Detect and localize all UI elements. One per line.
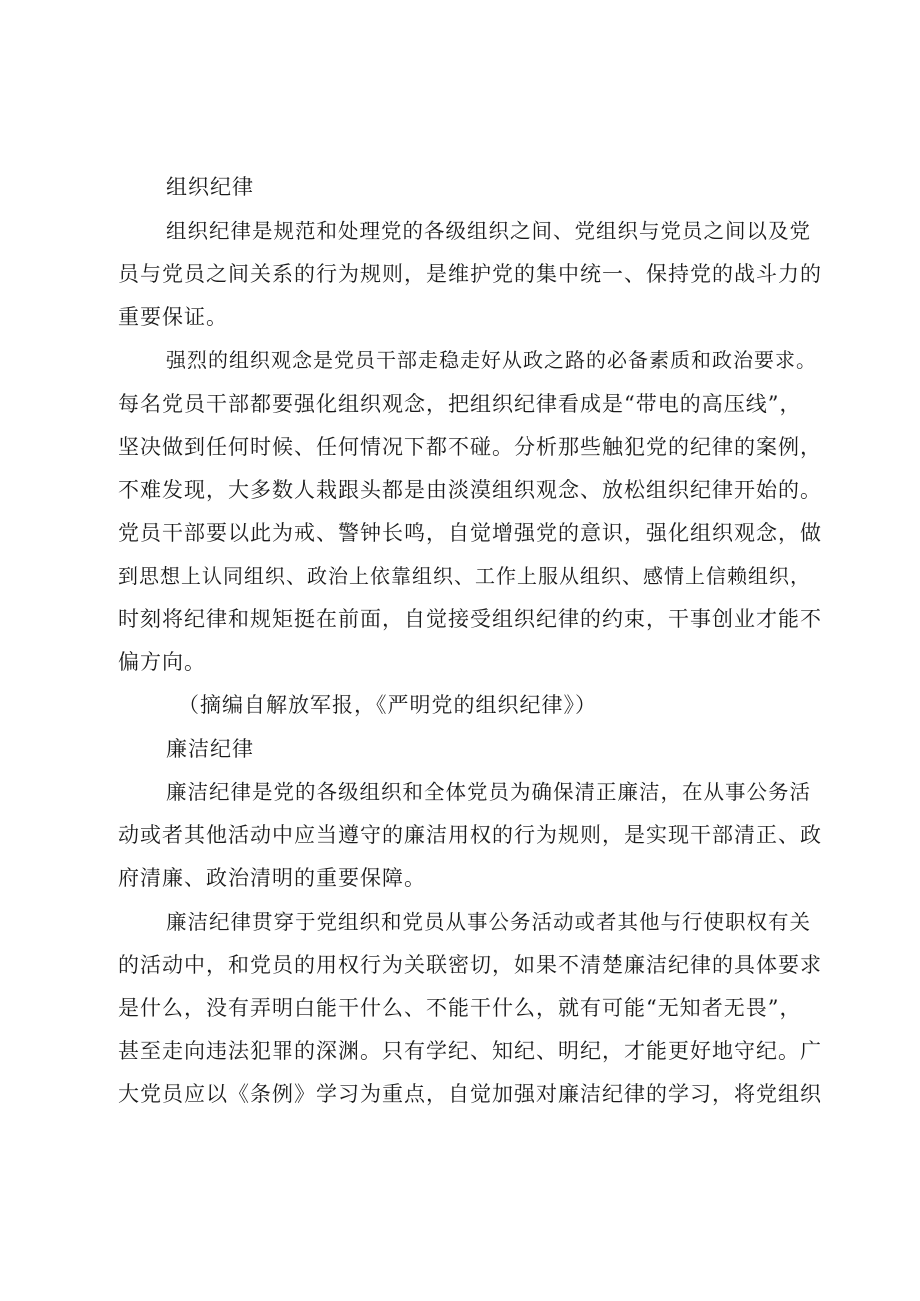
paragraph-line: 廉洁纪律是党的各级组织和全体党员为确保清正廉洁，在从事公务活 [166,780,811,804]
paragraph-line: 是什么，没有弄明白能干什么、不能干什么，就有可能“无知者无畏”， [118,996,802,1020]
paragraph-line: 组织纪律是规范和处理党的各级组织之间、党组织与党员之间以及党 [166,219,811,243]
paragraph-line: 时刻将纪律和规矩挺在前面，自觉接受组织纪律的约束，干事创业才能不 [118,607,822,631]
paragraph-line: 到思想上认同组织、政治上依靠组织、工作上服从组织、感情上信赖组织， [118,564,811,588]
paragraph-line: 党员干部要以此为戒、警钟长鸣，自觉增强党的意识，强化组织观念，做 [118,521,822,545]
paragraph-line: 偏方向。 [118,650,206,674]
paragraph-line: 坚决做到任何时候、任何情况下都不碰。分析那些触犯党的纪律的案例， [118,435,822,459]
paragraph-line: 甚至走向违法犯罪的深渊。只有学纪、知纪、明纪，才能更好地守纪。广 [118,1039,822,1063]
paragraph-line: 每名党员干部都要强化组织观念，把组织纪律看成是“带电的高压线”， [118,392,802,416]
paragraph-line: 廉洁纪律贯穿于党组织和党员从事公务活动或者其他与行使职权有关 [166,910,811,934]
source-note: （摘编自解放军报，《严明党的组织纪律》） [178,693,597,717]
paragraph-line: 不难发现，大多数人栽跟头都是由淡漠组织观念、放松组织纪律开始的。 [118,478,822,502]
paragraph-line: 员与党员之间关系的行为规则，是维护党的集中统一、保持党的战斗力的 [118,262,822,286]
paragraph-line: 府清廉、政治清明的重要保障。 [118,866,426,890]
paragraph-line: 大党员应以《条例》学习为重点，自觉加强对廉洁纪律的学习，将党组织 [118,1082,822,1106]
paragraph-line: 强烈的组织观念是党员干部走稳走好从政之路的必备素质和政治要求。 [166,348,817,372]
section-heading: 廉洁纪律 [166,737,254,761]
paragraph-line: 的活动中，和党员的用权行为关联密切，如果不清楚廉洁纪律的具体要求 [118,953,822,977]
section-heading: 组织纪律 [166,175,254,199]
paragraph-line: 重要保证。 [118,305,228,329]
paragraph-line: 动或者其他活动中应当遵守的廉洁用权的行为规则，是实现干部清正、政 [118,823,822,847]
